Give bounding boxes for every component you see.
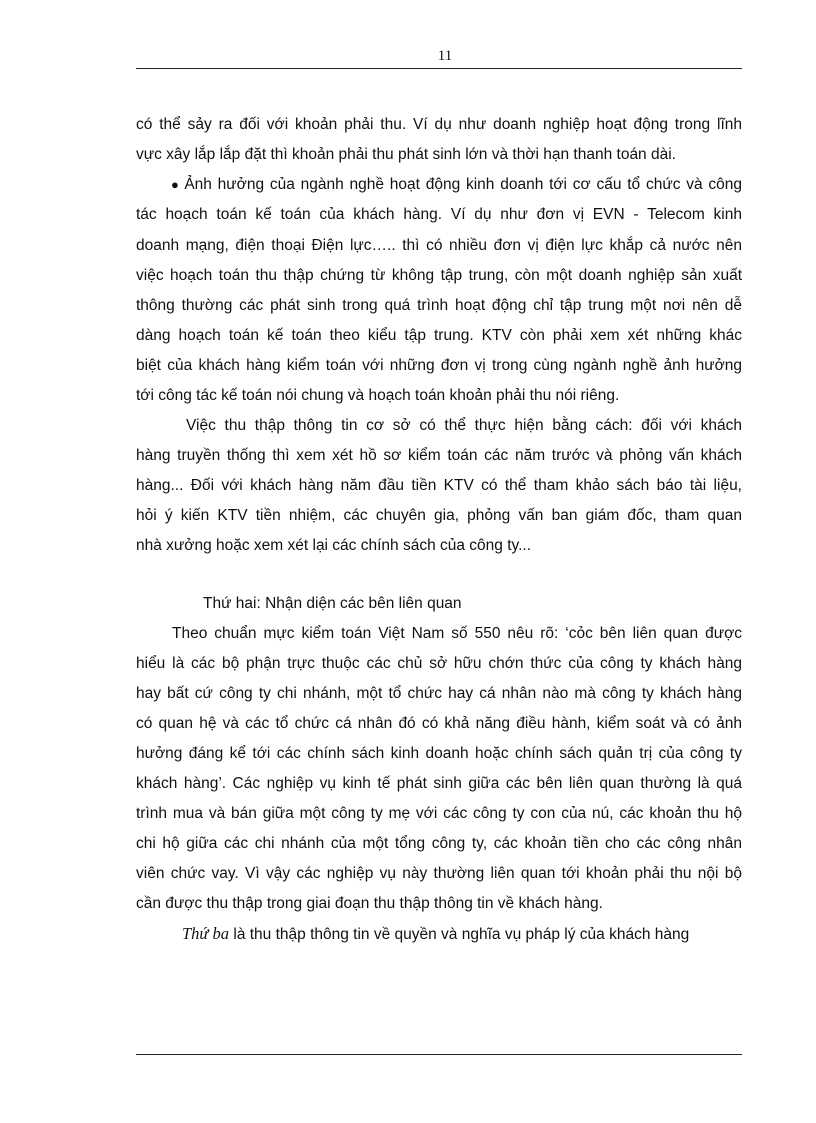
text-line: dàng hoạch toán kế toán theo kiểu tập trung. KTV còn phải xem xét những khác	[136, 327, 742, 344]
text-line: hỏi ý kiến KTV tiền nhiệm, các chuyên gia, phỏng vấn ban giám đốc, tham quan	[136, 507, 742, 524]
text-span: là thu thập thông tin về quyền và nghĩa vụ pháp lý của khách hàng	[229, 926, 690, 943]
text-line: vực xây lắp lắp đặt thì khoản phải thu phát sinh lớn và thời hạn thanh toán dài.	[136, 146, 676, 163]
text-line: Việc thu thập thông tin cơ sở có thể thực hiện bằng cách: đối với khách	[186, 417, 742, 434]
text-line: viên chức vay. Vì vậy các nghiệp vụ này thường liên quan tới khoản phải thu nội bộ	[136, 865, 742, 882]
text-line: Theo chuẩn mực kiểm toán Việt Nam số 550 nêu rõ: ‘cỏc bên liên quan được	[172, 625, 742, 642]
text-line: có quan hệ và các tổ chức cá nhân đó có khả năng điều hành, kiểm soát và có ảnh	[136, 715, 742, 732]
page-number: 11	[437, 48, 453, 64]
header-rule	[136, 68, 742, 69]
text-line: cần được thu thập trong giai đoạn thu thập thông tin về khách hàng.	[136, 895, 603, 912]
text-line: hay bất cứ công ty chi nhánh, một tổ chức hay cá nhân nào mà công ty khách hàng	[136, 685, 742, 702]
footer-rule	[136, 1054, 742, 1055]
text-line: tới công tác kế toán nói chung và hoạch toán khoản phải thu nói riêng.	[136, 387, 620, 404]
text-line: hàng... Đối với khách hàng năm đầu tiền KTV có thể tham khảo sách báo tài liệu,	[136, 477, 742, 494]
section-heading: Thứ hai: Nhận diện các bên liên quan	[203, 595, 462, 612]
bullet-icon: ●	[171, 177, 181, 192]
text-line: tác hoạch toán kế toán của khách hàng. Ví dụ như đơn vị EVN - Telecom kinh	[136, 206, 742, 223]
text-line: chi hộ giữa các chi nhánh của một tổng công ty, các khoản tiền cho các công nhân	[136, 835, 742, 852]
text-line: có thể sảy ra đối với khoản phải thu. Ví dụ như doanh nghiệp hoạt động trong lĩnh	[136, 116, 742, 133]
text-line: trình mua và bán giữa một công ty mẹ với các công ty con của nú, các khoản thu hộ	[136, 805, 742, 822]
text-line: nhà xưởng hoặc xem xét lại các chính sách của công ty...	[136, 537, 532, 554]
text-line: thông thường các phát sinh trong quá trình hoạt động chỉ tập trung một nơi nên dễ	[136, 297, 742, 314]
text-line: việc hoạch toán thu thập chứng từ không tập trung, còn một doanh nghiệp sản xuất	[136, 267, 742, 284]
bullet-paragraph-first-line	[171, 175, 742, 195]
text-line: hiểu là các bộ phận trực thuộc các chủ sở hữu chớn thức của công ty khách hàng	[136, 655, 742, 672]
text-line: hưởng đáng kể tới các chính sách kinh doanh hoặc chính sách quản trị của công ty	[136, 745, 742, 762]
text-line: khách hàng’. Các nghiệp vụ kinh tế phát sinh giữa các bên liên quan thường là quá	[136, 775, 742, 792]
text-line: biệt của khách hàng kiểm toán với những đơn vị trong cùng ngành nghề ảnh hưởng	[136, 357, 742, 374]
text-line: doanh mạng, điện thoại Điện lực….. thì có nhiều đơn vị điện lực khắp cả nước nên	[136, 237, 742, 254]
final-line	[182, 924, 742, 945]
text-line: hàng truyền thống thì xem xét hồ sơ kiểm toán các năm trước và phỏng vấn khách	[136, 447, 742, 464]
italic-lead: Thứ ba	[182, 924, 230, 943]
text-span: Ảnh hưởng của ngành nghề hoạt động kinh doanh tới cơ cấu tổ chức và công	[184, 176, 742, 193]
